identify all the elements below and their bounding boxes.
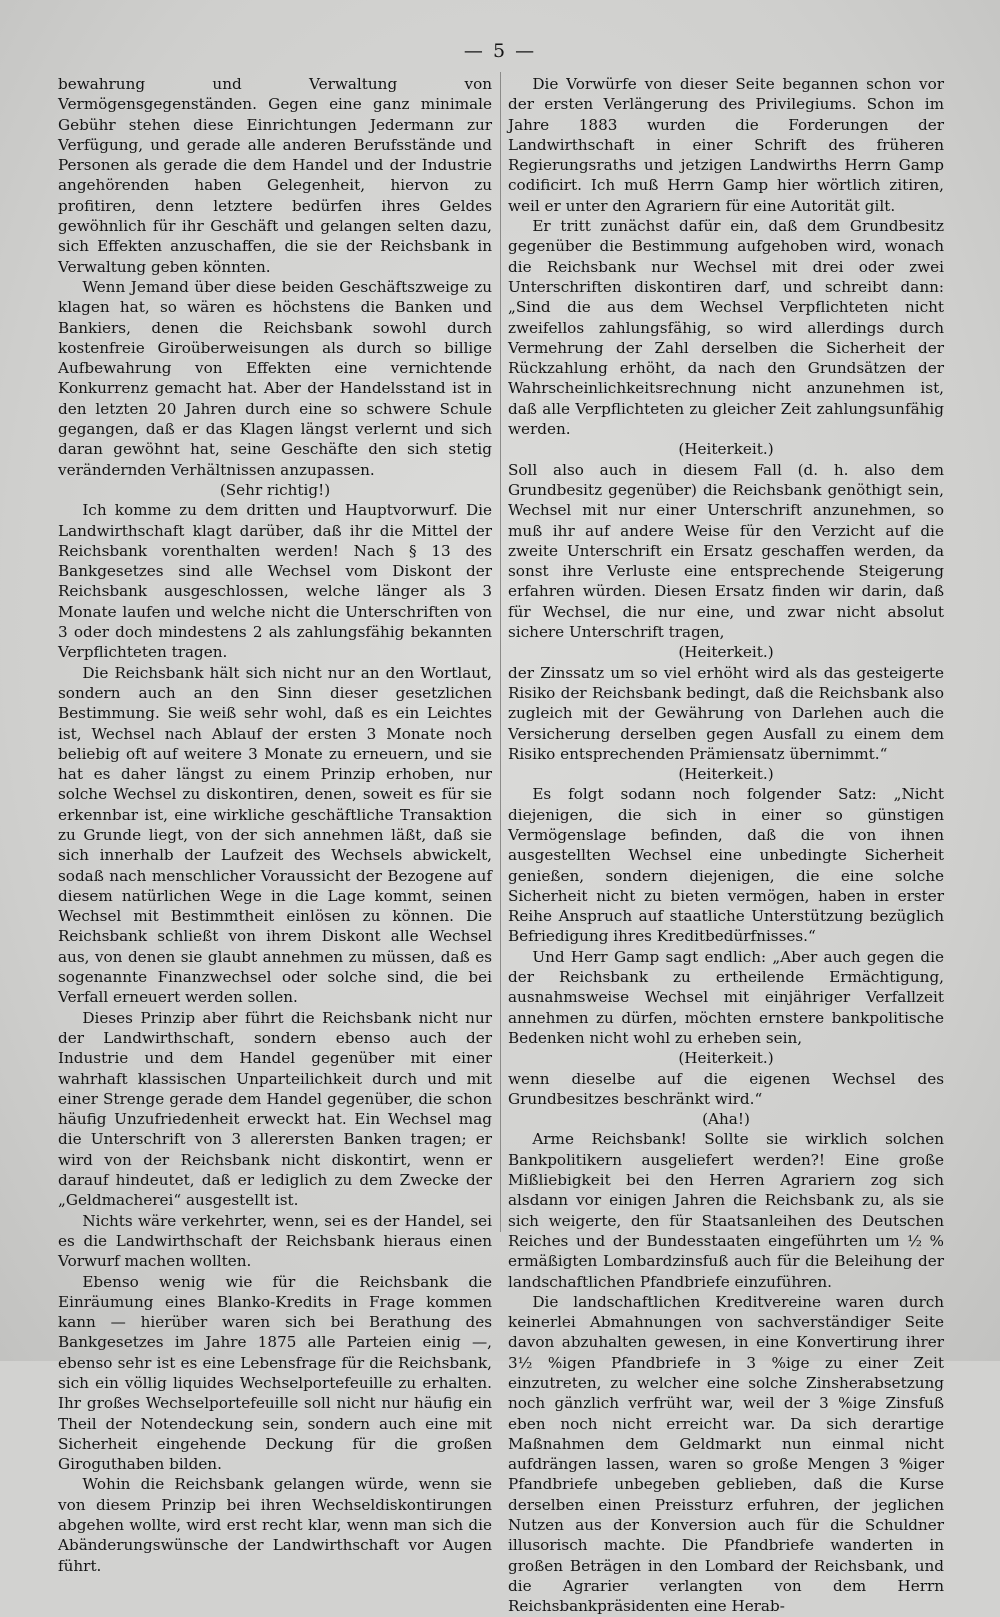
interjection: (Heiterkeit.) bbox=[678, 440, 774, 459]
interjection: (Sehr richtig!) bbox=[219, 480, 331, 499]
paragraph: Ich komme zu dem dritten und Hauptvorwurf. Die Landwirthschaft klagt darüber, daß ihr die Mittel der Reichsbank vorenthalten werden! Nach § 13 des Bankgesetzes sind alle Wechsel vom Diskont der Reichsbank ausgeschlossen, welche länger als 3 Monate laufen und welche nicht die Unterschriften von 3 oder doch mindestens 2 als zahlungsfähig bekannten Verpflichteten tragen. bbox=[58, 501, 492, 662]
interjection: (Heiterkeit.) bbox=[678, 643, 774, 662]
paragraph: Die landschaftlichen Kreditvereine waren durch keinerlei Abmahnungen von sachverständiger Seite davon abzuhalten gewesen, in eine Konvertirung ihrer 3½ %igen Pfandbriefe in 3 %ige zu einer Zeit einzutreten, zu welcher eine solche Zinsherabsetzung noch gänzlich verfrüht war, weil der 3 %ige Zinsfuß eben noch nicht erreicht war. Da sich derartige Maßnahmen dem Geldmarkt nun einmal nicht aufdrängen lassen, waren so große Mengen 3 %iger Pfandbriefe unbegeben geblieben, daß die Kurse derselben einen Preissturz erfuhren, der jeglichen Nutzen aus der Konversion auch für die Schuldner illusorisch machte. Die Pfandbriefe wanderten in großen Beträgen in den Lombard der Reichsbank, und die Agrarier verlangten von dem Herrn Reichsbankpräsidenten eine Herab- bbox=[508, 1292, 944, 1616]
paragraph: Die Reichsbank hält sich nicht nur an den Wortlaut, sondern auch an den Sinn dieser gesetzlichen Bestimmung. Sie weiß sehr wohl, daß es ein Leichtes ist, Wechsel nach Ablauf der ersten 3 Monate noch beliebig oft auf weitere 3 Monate zu erneuern, und sie hat es daher längst zu einem Prinzip erhoben, nur solche Wechsel zu diskontiren, denen, soweit es für sie erkennbar ist, eine wirkliche geschäftliche Transaktion zu Grunde liegt, von der sich annehmen läßt, daß sie sich innerhalb der Laufzeit des Wechsels abwickelt, sodaß nach menschlicher Voraussicht der Bezogene auf diesem natürlichen Wege in die Lage kommt, seinen Wechsel mit Bestimmtheit einlösen zu können. Die Reichsbank schließt von ihrem Diskont alle Wechsel aus, von denen sie glaubt annehmen zu müssen, daß es sogenannte Finanzwechsel oder solche sind, die bei Verfall erneuert werden sollen. bbox=[58, 663, 492, 1007]
page-number: — 5 — bbox=[463, 40, 537, 62]
paragraph: Und Herr Gamp sagt endlich: „Aber auch gegen die der Reichsbank zu ertheilende Ermächtigung, ausnahmsweise Wechsel mit einjähriger Verfallzeit annehmen zu dürfen, möchten ernstere bankpolitische Bedenken nicht wohl zu erheben sein, bbox=[508, 947, 944, 1047]
interjection: (Heiterkeit.) bbox=[678, 1049, 774, 1068]
paragraph: Dieses Prinzip aber führt die Reichsbank nicht nur der Landwirthschaft, sondern ebenso auch der Industrie und dem Handel gegenüber mit einer wahrhaft klassischen Unparteilichkeit durch und mit einer Strenge gerade dem Handel gegenüber, die schon häufig Unzufriedenheit erweckt hat. Ein Wechsel mag die Unterschrift von 3 allerersten Banken tragen; er wird von der Reichsbank nicht diskontirt, wenn er darauf hindeutet, daß er lediglich zu dem Zwecke der „Geldmacherei“ ausgestellt ist. bbox=[58, 1008, 492, 1210]
paragraph: Nichts wäre verkehrter, wenn, sei es der Handel, sei es die Landwirthschaft der Reichsbank hieraus einen Vorwurf machen wollten. bbox=[58, 1211, 492, 1271]
paragraph: bewahrung und Verwaltung von Vermögensgegenständen. Gegen eine ganz minimale Gebühr stehen diese Einrichtungen Jedermann zur Verfügung, und gerade alle anderen Berufsstände und Personen als gerade die dem Handel und der Industrie angehörenden haben Gelegenheit, hiervon zu profitiren, denn letztere bedürfen ihres Geldes gewöhnlich für ihr Geschäft und gelangen selten dazu, sich Effekten anzuschaffen, die sie der Reichsbank in Verwaltung geben könnten. bbox=[58, 75, 492, 276]
paragraph: Er tritt zunächst dafür ein, daß dem Grundbesitz gegenüber die Bestimmung aufgehoben wird, wonach die Reichsbank nur Wechsel mit drei oder zwei Unterschriften diskontiren darf, und schreibt dann: „Sind die aus dem Wechsel Verpflichteten nicht zweifellos zahlungsfähig, so wird allerdings durch Vermehrung der Zahl derselben die Sicherheit der Rückzahlung erhöht, da nach den Grundsätzen der Wahrscheinlichkeitsrechnung nicht anzunehmen ist, daß alle Verpflichteten zu gleicher Zeit zahlungsunfähig werden. bbox=[508, 217, 944, 439]
paragraph: Arme Reichsbank! Sollte sie wirklich solchen Bankpolitikern ausgeliefert werden?! Eine große Mißliebigkeit bei den Herren Agrariern zog sich alsdann vor einigen Jahren die Reichsbank zu, als sie sich weigerte, den für Staatsanleihen des Deutschen Reiches und der Bundesstaaten eingeführten um ½ % ermäßigten Lombardzinsfuß auch für die Beleihung der landschaftlichen Pfandbriefe einzuführen. bbox=[508, 1130, 944, 1291]
left-column bbox=[58, 74, 492, 1576]
paragraph: Soll also auch in diesem Fall (d. h. also dem Grundbesitz gegenüber) die Reichsbank genöthigt sein, Wechsel mit nur einer Unterschrift anzunehmen, so muß ihr auf andere Weise für den Verzicht auf die zweite Unterschrift ein Ersatz geschaffen werden, da sonst ihre Verluste eine entsprechende Steigerung erfahren würden. Diesen Ersatz finden wir darin, daß für Wechsel, die nur eine, und zwar nicht absolut sichere Unterschrift tragen, bbox=[508, 460, 944, 642]
paragraph: der Zinssatz um so viel erhöht wird als das gesteigerte Risiko der Reichsbank bedingt, daß die Reichsbank also zugleich mit der Gewährung von Darlehen auch die Versicherung derselben gegen Ausfall zu einem dem Risiko entsprechenden Prämiensatz übernimmt.“ bbox=[508, 663, 944, 763]
paragraph: Ebenso wenig wie für die Reichsbank die Einräumung eines Blanko-Kredits in Frage kommen kann — hierüber waren sich bei Berathung des Bankgesetzes im Jahre 1875 alle Parteien einig —, ebenso sehr ist es eine Lebensfrage für die Reichsbank, sich ein völlig liquides Wechselportefeuille zu erhalten. Ihr großes Wechselportefeuille soll nicht nur häufig ein Theil der Notendeckung sein, sondern auch eine mit Sicherheit eingehende Deckung für die großen Giroguthaben bilden. bbox=[58, 1272, 492, 1474]
right-column bbox=[508, 74, 944, 1617]
paragraph: Wenn Jemand über diese beiden Geschäftszweige zu klagen hat, so wären es höchstens die Banken und Bankiers, denen die Reichsbank sowohl durch kostenfreie Giroüberweisungen als durch so billige Aufbewahrung von Effekten eine vernichtende Konkurrenz gemacht hat. Aber der Handelsstand ist in den letzten 20 Jahren durch eine so schwere Schule gegangen, daß er das Klagen längst verlernt und sich daran gewöhnt hat, seine Geschäfte den sich stetig verändernden Verhältnissen anzupassen. bbox=[58, 277, 492, 479]
paragraph: Die Vorwürfe von dieser Seite begannen schon vor der ersten Verlängerung des Privilegiums. Schon im Jahre 1883 wurden die Forderungen der Landwirthschaft in einer Schrift des früheren Regierungsraths und jetzigen Landwirths Herrn Gamp codificirt. Ich muß Herrn Gamp hier wörtlich zitiren, weil er unter den Agrariern für eine Autorität gilt. bbox=[508, 75, 944, 215]
column-divider bbox=[500, 72, 501, 1232]
interjection: (Heiterkeit.) bbox=[678, 765, 774, 784]
paragraph: Wohin die Reichsbank gelangen würde, wenn sie von diesem Prinzip bei ihren Wechseldiskontirungen abgehen wollte, wird erst recht klar, wenn man sich die Abänderungswünsche der Landwirthschaft vor Augen führt. bbox=[58, 1475, 492, 1575]
paragraph: wenn dieselbe auf die eigenen Wechsel des Grundbesitzes beschränkt wird.“ bbox=[508, 1069, 944, 1108]
interjection: (Aha!) bbox=[702, 1110, 750, 1129]
paragraph: Es folgt sodann noch folgender Satz: „Nicht diejenigen, die sich in einer so günstigen Vermögenslage befinden, daß die von ihnen ausgestellten Wechsel eine unbedingte Sicherheit genießen, sondern diejenigen, die eine solche Sicherheit nicht zu bieten vermögen, haben in erster Reihe Anspruch auf staatliche Unterstützung bezüglich Befriedigung ihres Kreditbedürfnisses.“ bbox=[508, 785, 944, 946]
